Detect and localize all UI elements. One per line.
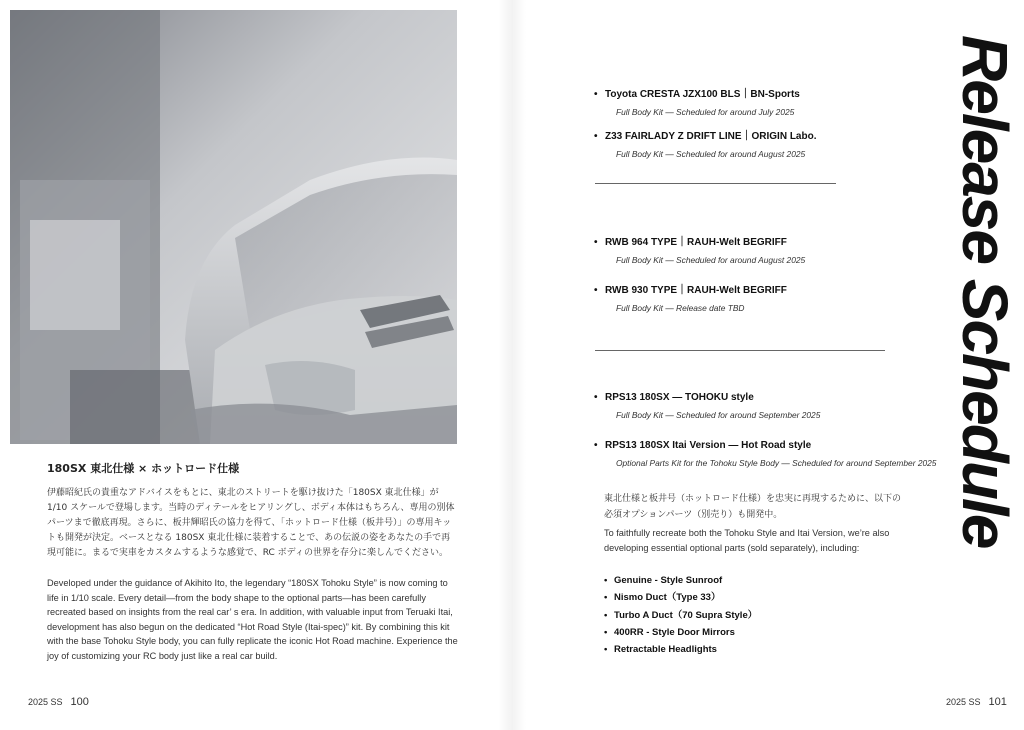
part-item: • Genuine - Style Sunroof	[604, 572, 757, 589]
release-name: • RWB 964 TYPE｜RAUH-Welt BEGRIFF	[594, 233, 805, 248]
release-name: • RWB 930 TYPE｜RAUH-Welt BEGRIFF	[594, 281, 787, 296]
release-detail: Full Body Kit — Scheduled for around September 2025	[616, 410, 821, 420]
parts-note-jp: 東北仕様と板井号（ホットロード仕様）を忠実に再現するために、以下の必須オプションパーツ（別売り）も開発中。	[604, 494, 902, 520]
release-item	[594, 392, 820, 420]
article-title-jp: 180SX 東北仕様 × ホットロード仕様	[47, 462, 240, 475]
folio-right	[946, 696, 1007, 708]
release-name: • Toyota CRESTA JZX100 BLS｜BN-Sports	[594, 85, 800, 100]
release-detail: Full Body Kit — Scheduled for around August 2025	[616, 149, 806, 159]
release-detail: Full Body Kit — Scheduled for around August 2025	[616, 255, 806, 265]
release-detail: Full Body Kit — Scheduled for around July 2025	[616, 107, 795, 117]
part-item: • 400RR - Style Door Mirrors	[604, 624, 757, 641]
section-divider	[595, 183, 836, 184]
part-item: • Nismo Duct（Type 33）	[604, 589, 757, 606]
car-body-illustration	[10, 10, 457, 444]
folio-left	[28, 696, 89, 708]
page-title: Release Schedule	[949, 35, 1021, 548]
article-body-en: Developed under the guidance of Akihito Ito, the legendary “180SX Tohoku Style” is now coming to life in 1/10 scale. Every detail—from the body shape to the optional parts—has been carefully recreated based on insights from the real car’ s era. In addition, with valuable input from Teruaki Itai, development has also begun on the dedicated “Hot Road Style (Itai-spec)” kit. By combining this kit with the base Tohoku Style body, you can fully replicate the iconic Hot Road machine. Experience the joy of customizing your RC body just like a real car build.	[47, 578, 458, 661]
folio-season: 2025 SS	[28, 697, 63, 707]
release-name: • Z33 FAIRLADY Z DRIFT LINE｜ORIGIN Labo.	[594, 127, 817, 142]
release-name: • RPS13 180SX Itai Version — Hot Road style	[594, 440, 936, 451]
release-item	[594, 281, 787, 313]
optional-parts-list	[604, 572, 757, 658]
release-item	[594, 127, 817, 159]
parts-note-en: To faithfully recreate both the Tohoku Style and Itai Version, we’re also developing essential optional parts (sold separately), including:	[604, 528, 890, 553]
release-item	[594, 440, 936, 468]
part-item: • Turbo A Duct（70 Supra Style）	[604, 607, 757, 624]
article-body-jp: 伊藤昭紀氏の貴重なアドバイスをもとに、東北のストリートを駆け抜けた「180SX 東北仕様」が 1/10 スケールで登場します。当時のディテールをヒアリングし、ボディ本体はもちろん、専用の別体パーツまで徹底再現。さらに、板井輝昭氏の協力を得て、「ホットロード仕様（板井号）」の専用キットも開発が決定。ベースとなる 180SX 東北仕様に装着することで、あの伝説の姿をあなたの手で再現可能に。まるで実車をカスタムするような感覚で、RC ボディの世界を存分に楽しんでください。	[47, 488, 455, 558]
release-name: • RPS13 180SX — TOHOKU style	[594, 392, 820, 403]
release-schedule-title	[942, 35, 1021, 548]
release-detail: Full Body Kit — Release date TBD	[616, 303, 745, 313]
gutter-shadow	[498, 0, 526, 730]
section-divider	[595, 350, 885, 351]
release-detail: Optional Parts Kit for the Tohoku Style Body — Scheduled for around September 2025	[616, 458, 937, 468]
page-number: 100	[70, 696, 89, 708]
folio-season: 2025 SS	[946, 697, 981, 707]
release-item	[594, 85, 800, 117]
car-body-photo	[10, 10, 457, 444]
page-number: 101	[988, 696, 1007, 708]
release-item	[594, 233, 805, 265]
part-item: • Retractable Headlights	[604, 641, 757, 658]
